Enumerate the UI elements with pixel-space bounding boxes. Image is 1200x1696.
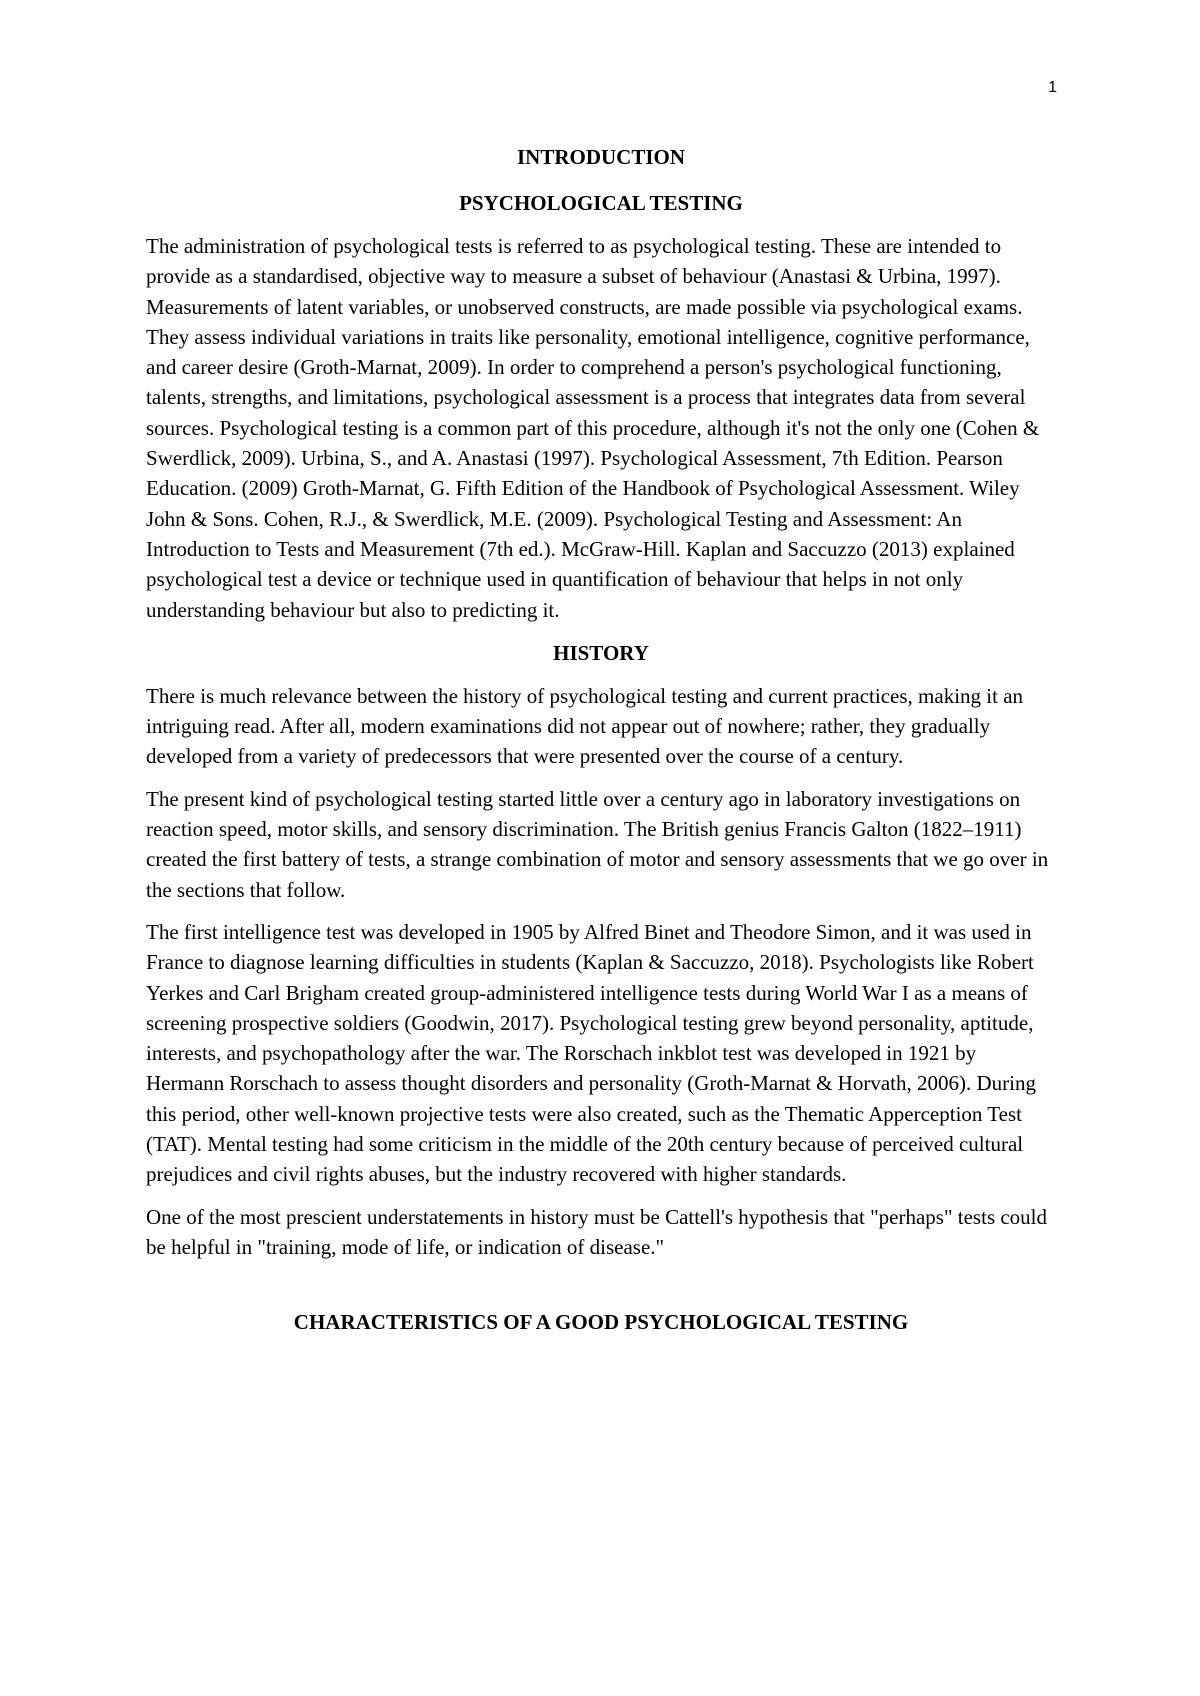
page-number: 1 bbox=[1048, 79, 1057, 96]
paragraph-history-2: The present kind of psychological testing started little over a century ago in laboratory investigations on reaction speed, motor skills, and sensory discrimination. The British genius Francis Galton (1822–1911) created the first battery of tests, a strange combination of motor and sensory assessments that we go over in the sections that follow. bbox=[146, 786, 1049, 902]
heading-history: HISTORY bbox=[553, 640, 649, 665]
paragraph-intro: The administration of psychological tests is referred to as psychological testing. These are intended to provide as a standardised, objective way to measure a subset of behaviour (Anastasi & Urbina, 1997). Measurements of latent variables, or unobserved constructs, are made possible via psychological exams. They assess individual variations in traits like personality, emotional intelligence, cognitive performance, and career desire (Groth-Marnat, 2009). In order to comprehend a person's psychological functioning, talents, strengths, and limitations, psychological assessment is a process that integrates data from several sources. Psychological testing is a common part of this procedure, although it's not the only one (Cohen & Swerdlick, 2009). Urbina, S., and A. Anastasi (1997). Psychological Assessment, 7th Edition. Pearson Education. (2009) Groth-Marnat, G. Fifth Edition of the Handbook of Psychological Assessment. Wiley John & Sons. Cohen, R.J., & Swerdlick, M.E. (2009). Psychological Testing and Assessment: An Introduction to Tests and Measurement (7th ed.). McGraw-Hill. Kaplan and Saccuzzo (2013) explained psychological test a device or technique used in quantification of behaviour that helps in not only understanding behaviour but also to predicting it. bbox=[146, 234, 1040, 622]
paragraph-history-1: There is much relevance between the history of psychological testing and current practices, making it an intriguing read. After all, modern examinations did not appear out of nowhere; rather, they gradually developed from a variety of predecessors that were presented over the course of a century. bbox=[146, 683, 1024, 769]
heading-introduction: INTRODUCTION bbox=[516, 145, 686, 169]
paragraph-history-4: One of the most prescient understatements in history must be Cattell's hypothesis that "perhaps" tests could be helpful in "training, mode of life, or indication of disease." bbox=[146, 1204, 1048, 1259]
heading-characteristics: CHARACTERISTICS OF A GOOD PSYCHOLOGICAL TESTING bbox=[293, 1310, 909, 1335]
paragraph-history-3: The first intelligence test was developed in 1905 by Alfred Binet and Theodore Simon, and it was used in France to diagnose learning difficulties in students (Kaplan & Saccuzzo, 2018). Psychologists like Robert Yerkes and Carl Brigham created group-administered intelligence tests during World War I as a means of screening prospective soldiers (Goodwin, 2017). Psychological testing grew beyond personality, aptitude, interests, and psychopathology after the war. The Rorschach inkblot test was developed in 1921 by Hermann Rorschach to assess thought disorders and personality (Groth-Marnat & Horvath, 2006). During this period, other well-known projective tests were also created, such as the Thematic Apperception Test (TAT). Mental testing had some criticism in the middle of the 20th century because of perceived cultural prejudices and civil rights abuses, but the industry recovered with higher standards. bbox=[146, 919, 1036, 1187]
document-body bbox=[146, 143, 1056, 1336]
heading-psychological-testing: PSYCHOLOGICAL TESTING bbox=[459, 191, 743, 215]
